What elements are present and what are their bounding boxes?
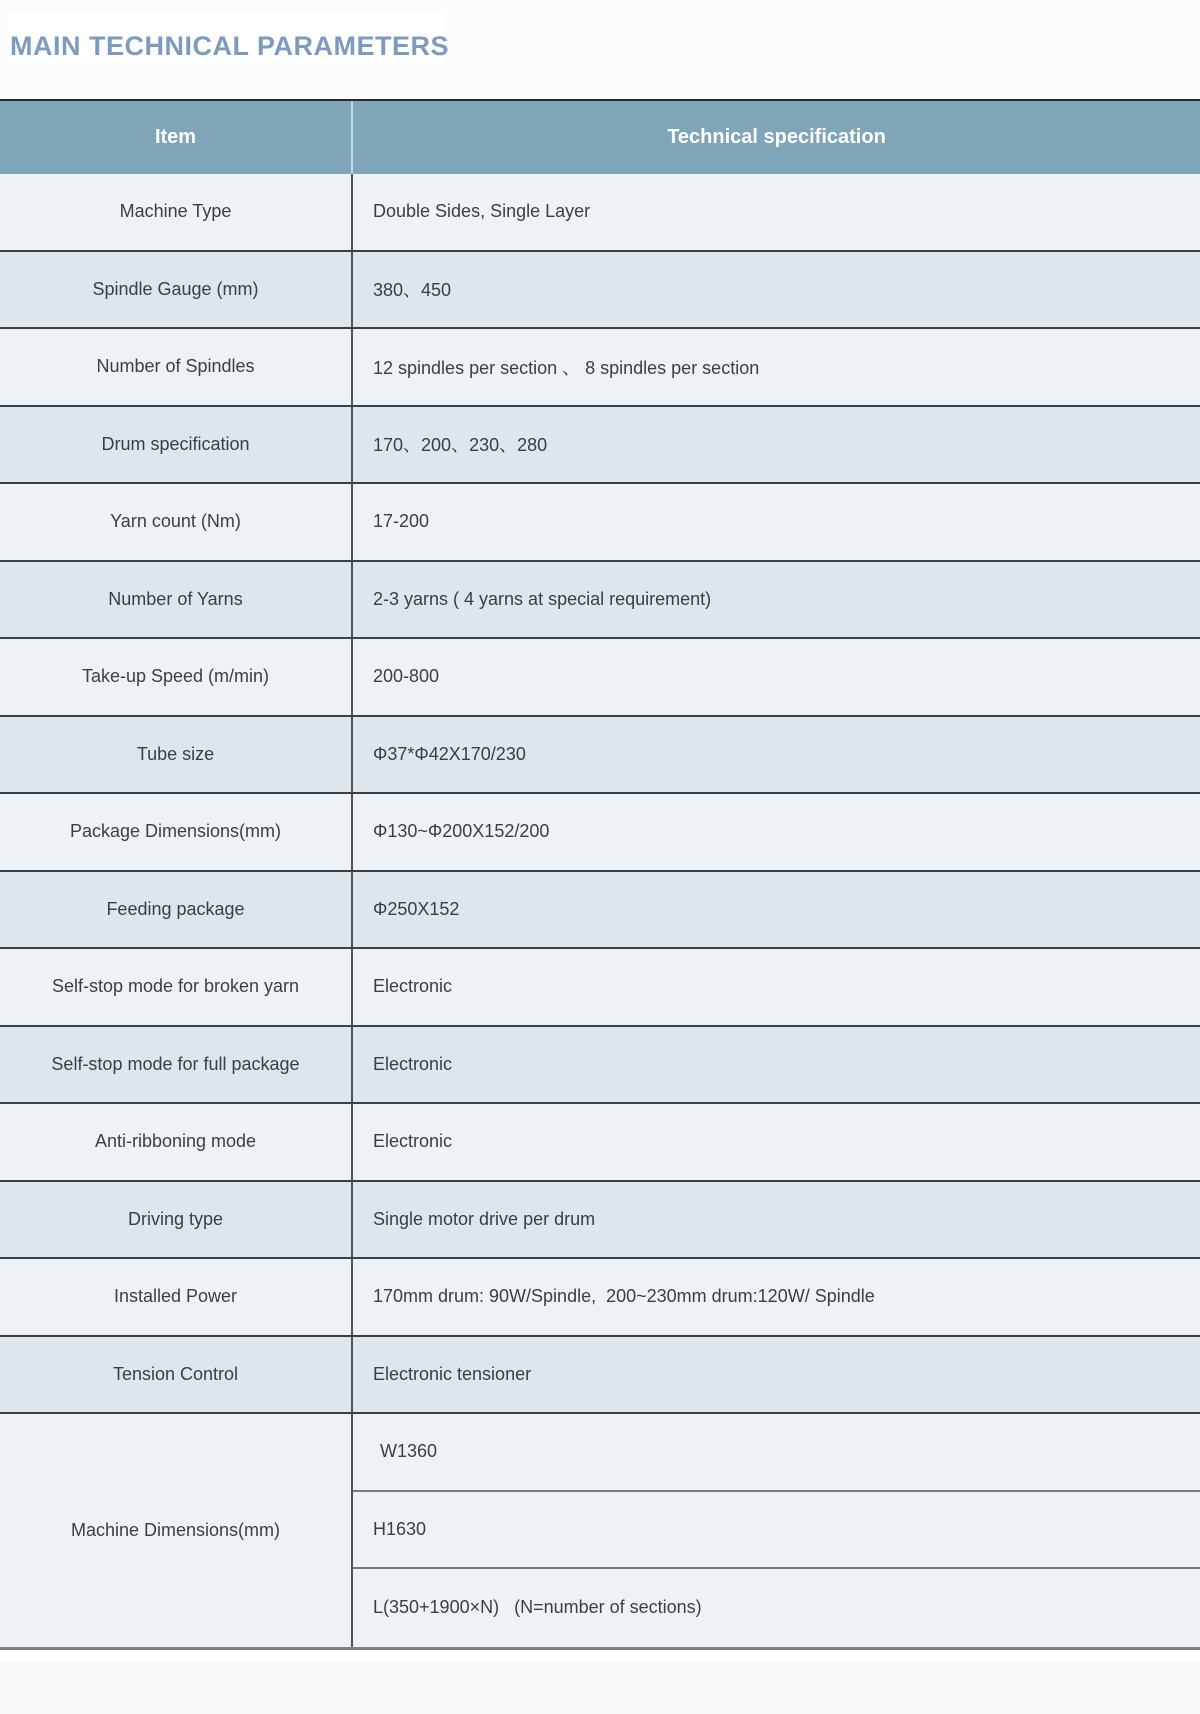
row-item-label: Tension Control <box>0 1337 353 1413</box>
row-item-label: Number of Spindles <box>0 329 353 405</box>
row-spec-value: Double Sides, Single Layer <box>373 201 591 222</box>
title-band <box>0 0 1200 99</box>
table-row <box>0 252 1200 330</box>
table-row <box>0 174 1200 252</box>
row-item-label: Machine Dimensions(mm) <box>0 1414 353 1647</box>
row-spec-value: Φ130~Φ200X152/200 <box>373 821 550 842</box>
row-item-label: Driving type <box>0 1182 353 1258</box>
row-spec-value: Φ37*Φ42X170/230 <box>373 743 526 764</box>
table-row <box>0 1104 1200 1182</box>
row-spec-value: 170、200、230、280 <box>373 435 548 456</box>
table-row <box>0 484 1200 562</box>
row-item-label: Drum specification <box>0 407 353 483</box>
table-row <box>0 639 1200 717</box>
row-spec-value: 17-200 <box>373 511 430 532</box>
row-spec-value: 170mm drum: 90W/Spindle, 200~230mm drum:120W/ Spindle <box>373 1286 875 1307</box>
row-spec-value: Electronic <box>373 976 453 997</box>
table-row <box>0 407 1200 485</box>
row-spec-value: 12 spindles per section 、 8 spindles per section <box>373 357 760 378</box>
table-row <box>0 562 1200 640</box>
machine-dimensions-row <box>0 1414 1200 1647</box>
row-spec-value: Φ250X152 <box>373 898 460 919</box>
row-item-label: Number of Yarns <box>0 562 353 638</box>
table-row <box>0 872 1200 950</box>
header-item: Item <box>0 101 353 174</box>
dimension-width-value: W1360 <box>353 1414 1200 1492</box>
row-spec-value: 380、450 <box>373 280 452 301</box>
dimension-height-value: H1630 <box>353 1492 1200 1570</box>
table-row <box>0 1337 1200 1415</box>
machine-dimensions-values <box>353 1414 1200 1647</box>
table-row <box>0 794 1200 872</box>
row-spec-value: Electronic tensioner <box>373 1363 532 1384</box>
row-spec-value: Electronic <box>373 1131 453 1152</box>
row-item-label: Tube size <box>0 717 353 793</box>
dimension-length-value: L(350+1900×N) (N=number of sections) <box>373 1597 702 1618</box>
row-spec-value: 2-3 yarns ( 4 yarns at special requirement) <box>373 588 712 609</box>
table-row <box>0 949 1200 1027</box>
table-header-row <box>0 101 1200 174</box>
row-item-label: Self-stop mode for broken yarn <box>0 949 353 1025</box>
row-item-label: Anti-ribboning mode <box>0 1104 353 1180</box>
table-row <box>0 1182 1200 1260</box>
row-item-label: Yarn count (Nm) <box>0 484 353 560</box>
row-item-label: Installed Power <box>0 1259 353 1335</box>
row-item-label: Take-up Speed (m/min) <box>0 639 353 715</box>
table-row <box>0 1027 1200 1105</box>
page-title: MAIN TECHNICAL PARAMETERS <box>10 31 450 61</box>
table-row <box>0 717 1200 795</box>
row-item-label: Machine Type <box>0 174 353 250</box>
row-spec-value: 200-800 <box>373 666 440 687</box>
row-item-label: Package Dimensions(mm) <box>0 794 353 870</box>
row-item-label: Feeding package <box>0 872 353 948</box>
header-technical-specification: Technical specification <box>667 126 886 148</box>
row-item-label: Self-stop mode for full package <box>0 1027 353 1103</box>
technical-parameters-table <box>0 99 1200 1650</box>
row-item-label: Spindle Gauge (mm) <box>0 252 353 328</box>
row-spec-value: Single motor drive per drum <box>373 1208 596 1229</box>
table-row <box>0 329 1200 407</box>
row-spec-value: Electronic <box>373 1053 453 1074</box>
bottom-strip <box>0 1662 1200 1714</box>
table-row <box>0 1259 1200 1337</box>
